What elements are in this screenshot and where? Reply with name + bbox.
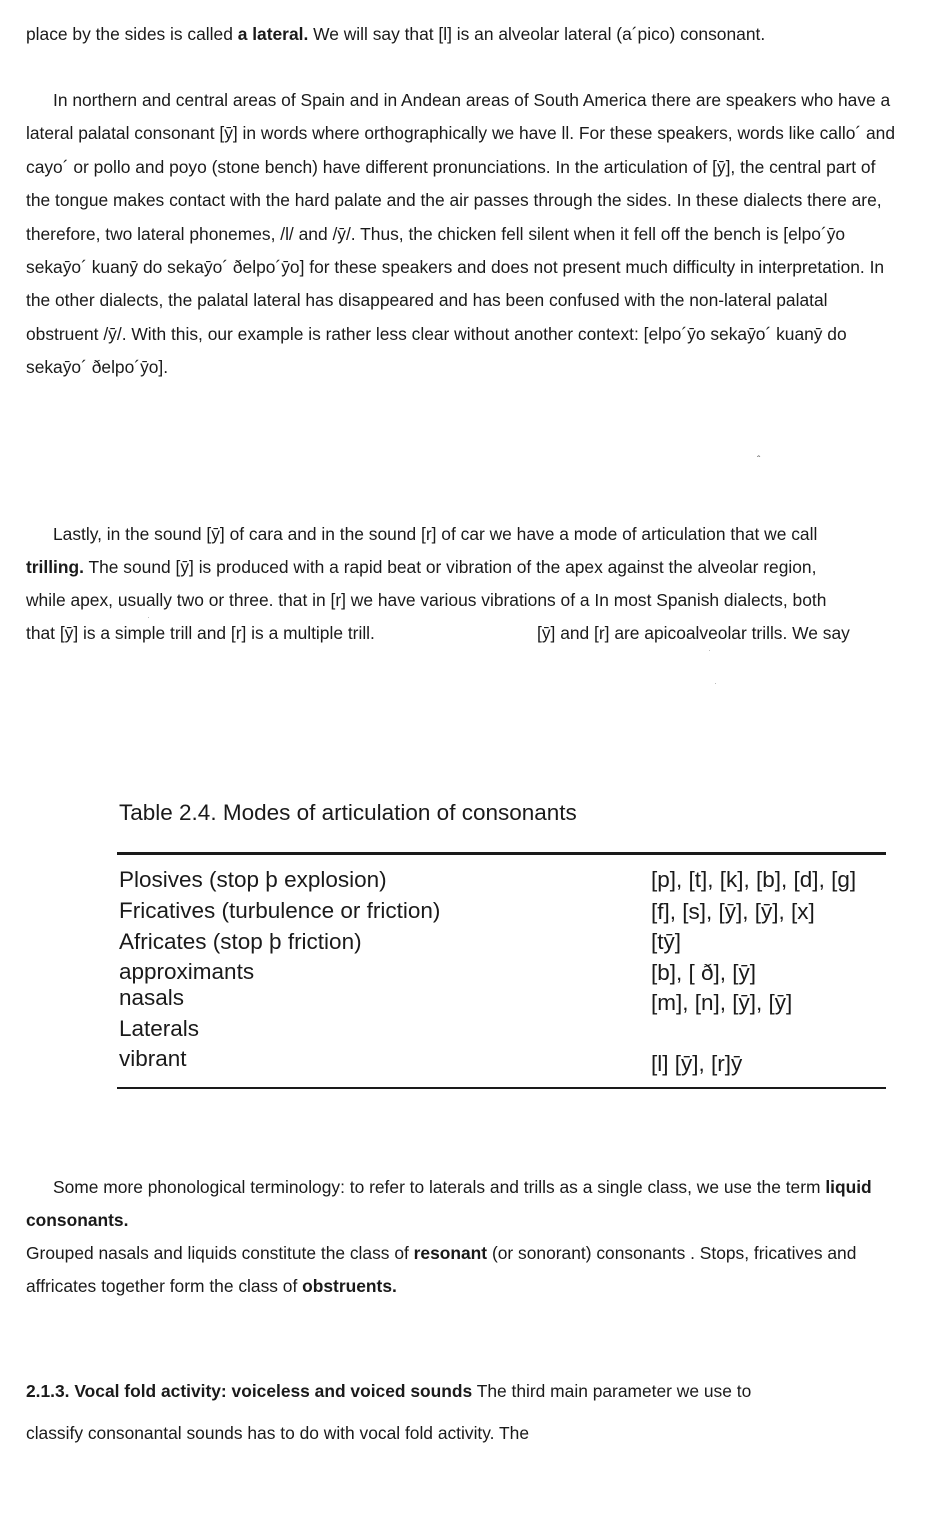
table-bottom-rule xyxy=(117,1087,886,1089)
trilling-line-1: Lastly, in the sound [ȳ] of cara and in the sound [r] of car we have a mode of articulation that we call xyxy=(53,524,818,544)
table-row-label: Fricatives (turbulence or friction) xyxy=(119,898,441,923)
trilling-line-2 xyxy=(26,551,816,584)
text-span: (or sonorant) consonants . Stops, fricatives and affricates together form the class of xyxy=(26,1243,857,1297)
term-liquid-consonants: liquid consonants. xyxy=(26,1177,872,1231)
table-row-value: [f], [s], [ȳ], [ȳ], [x] xyxy=(651,899,815,924)
scan-speck xyxy=(148,617,149,618)
table-row-value: [l] [ȳ], [r]ȳ xyxy=(651,1051,743,1076)
text-span: Grouped nasals and liquids constitute the class of xyxy=(26,1243,414,1263)
text-span: place by the sides is called xyxy=(26,24,238,44)
trilling-line-4-left: that [ȳ] is a simple trill and [r] is a multiple trill. xyxy=(26,623,375,643)
term-resonant: resonant xyxy=(413,1243,488,1263)
term-lateral: a lateral. xyxy=(237,24,309,44)
paragraph-resonant-obstruents xyxy=(26,1237,896,1304)
paragraph-liquid-consonants xyxy=(26,1171,896,1238)
table-row-label: vibrant xyxy=(119,1046,187,1071)
table-top-rule xyxy=(117,852,886,855)
table-row-label: Africates (stop þ friction) xyxy=(119,929,362,954)
section-line-2: classify consonantal sounds has to do with vocal fold activity. The xyxy=(26,1423,529,1443)
table-row-value: [b], [ ð], [ȳ] xyxy=(651,960,757,985)
trilling-line-4-right: [ȳ] and [r] are apicoalveolar trills. We say xyxy=(537,623,850,643)
table-title: Table 2.4. Modes of articulation of consonants xyxy=(119,800,577,825)
text-span: We will say that [l] is an alveolar lateral (a´pico) consonant. xyxy=(308,24,766,44)
trilling-line-3: while apex, usually two or three. that in [r] we have various vibrations of a In most Spanish dialects, both xyxy=(26,590,827,610)
paragraph-lateral-palatal: In northern and central areas of Spain and in Andean areas of South America there are speakers who have a lateral palatal consonant [ȳ] in words where orthographically we have ll. For these speakers, words like callo´ and cayo´ or pollo and poyo (stone bench) have different pronunciations. In the articulation of [ȳ], the central part of the tongue makes contact with the hard palate and the air passes through the sides. In these dialects there are, therefore, two lateral phonemes, /l/ and /ȳ/. Thus, the chicken fell silent when it fell off the bench is [elpo´ȳo sekaȳo´ kuanȳ do sekaȳo´ ðelpo´ȳo] for these speakers and does not present much difficulty in interpretation. In the other dialects, the palatal lateral has disappeared and has been confused with the non-lateral palatal obstruent /ȳ/. With this, our example is rather less clear without another context: [elpo´ȳo sekaȳo´ kuanȳ do sekaȳo´ ðelpo´ȳo]. xyxy=(26,90,896,378)
paragraph-lateral xyxy=(26,18,896,51)
table-row-value: [tȳ] xyxy=(651,929,682,954)
text-span: The sound [ȳ] is produced with a rapid beat or vibration of the apex against the alveolar region, xyxy=(83,557,817,577)
stray-caret-mark: ˆ xyxy=(757,455,761,466)
section-heading: 2.1.3. Vocal fold activity: voiceless and voiced sounds xyxy=(26,1381,473,1401)
table-row-value: [m], [n], [ȳ], [ȳ] xyxy=(651,990,793,1015)
section-heading-line xyxy=(26,1375,751,1408)
scan-speck xyxy=(715,683,716,684)
text-span: The third main parameter we use to xyxy=(472,1381,752,1401)
term-obstruents: obstruents. xyxy=(302,1276,397,1297)
table-row-label: nasals xyxy=(119,985,185,1010)
table-row-value: [p], [t], [k], [b], [d], [g] xyxy=(651,867,857,892)
table-row-label: Plosives (stop þ explosion) xyxy=(119,867,387,892)
text-span: Some more phonological terminology: to refer to laterals and trills as a single class, we use the term xyxy=(53,1177,826,1197)
table-row-label: approximants xyxy=(119,959,255,984)
term-trilling: trilling. xyxy=(26,557,84,577)
scan-speck xyxy=(709,650,710,651)
table-row-label: Laterals xyxy=(119,1016,200,1041)
